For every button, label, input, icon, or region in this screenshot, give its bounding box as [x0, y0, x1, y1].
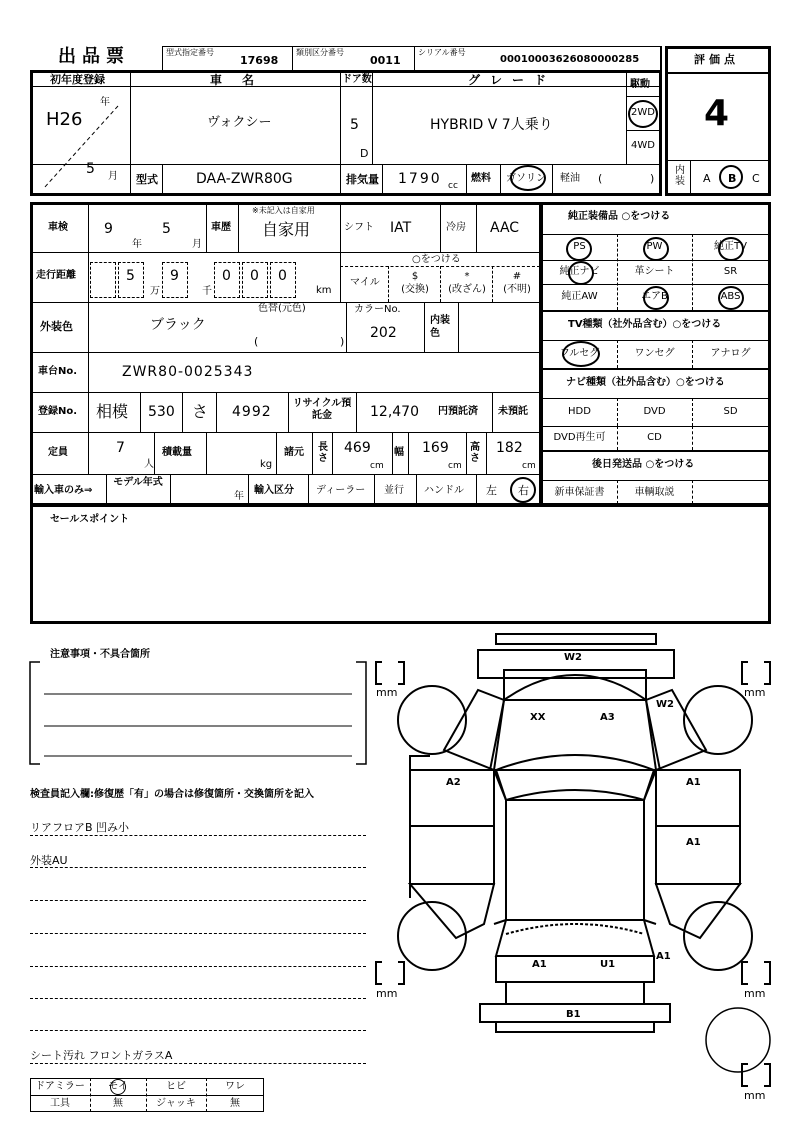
inspection-label: 車検: [48, 222, 68, 233]
interior-a: A: [703, 172, 711, 185]
note-line-1: リアフロアB 凹み小: [30, 821, 130, 834]
fuel-diesel: 軽油: [560, 173, 580, 184]
model-value: DAA-ZWR80G: [196, 171, 293, 187]
parts-jack: ジャッキ: [156, 1098, 196, 1109]
mm-rear-left: mm: [376, 987, 398, 1000]
navi-title: ナビ種類（社外品含む）○をつける: [566, 377, 725, 388]
opt-ps-circle: [566, 237, 592, 261]
tv-fullseg: フルセグ: [559, 348, 600, 359]
opt-aw: 純正AW: [561, 291, 598, 302]
sales-point-label: セールスポイント: [50, 514, 130, 525]
diag-w2-top: W2: [564, 652, 582, 663]
opt-navi-circle: [568, 261, 594, 285]
reg-area: 相模: [96, 402, 129, 421]
diag-a3: A3: [600, 712, 615, 723]
later-warranty: 新車保証書: [554, 487, 605, 498]
interior-label: 内装: [675, 165, 685, 187]
tv-fullseg-circle: [562, 341, 600, 367]
tv-analog: アナログ: [710, 348, 751, 359]
opt-pw-circle: [643, 237, 669, 261]
drive-label: 駆動: [630, 79, 650, 90]
paren-close: ): [650, 172, 655, 185]
class-code: 0011: [370, 54, 401, 67]
cd: CD: [647, 432, 662, 443]
paren-open: (: [598, 172, 603, 185]
diag-a1-right-rear: A1: [656, 951, 671, 962]
sales-point-block: [30, 504, 771, 624]
parts-tools-status: 無: [113, 1098, 123, 1109]
mileage-digit-3: 0: [222, 268, 231, 284]
mileage-sen: 千: [202, 286, 212, 297]
grade-label: グレード: [468, 73, 557, 87]
dims-label: 諸元: [284, 447, 304, 458]
parts-jack-status: 無: [230, 1098, 240, 1109]
mileage-alter-symbol: *: [464, 271, 470, 282]
opt-abs: ABS: [720, 291, 741, 302]
capacity-label: 定員: [48, 447, 68, 458]
later-title: 後日発送品 ○をつける: [592, 459, 695, 470]
reg-number: 4992: [232, 404, 272, 420]
model-code: 17698: [240, 54, 279, 67]
opt-sr: SR: [723, 266, 738, 277]
drive-2wd-circle: [628, 100, 658, 128]
mileage-unknown-symbol: #: [512, 271, 522, 282]
fuel-gasoline: ガソリン: [506, 173, 546, 184]
diag-a1-rear-left: A1: [532, 959, 547, 970]
recycle-paid: 円預託済: [438, 406, 478, 417]
note-line-2: 外装AU: [30, 854, 68, 867]
first-reg-label: 初年度登録: [50, 73, 105, 86]
import-type-label: 輸入区分: [254, 485, 294, 496]
reg-class: 530: [148, 404, 175, 420]
score-value: 4: [704, 93, 730, 134]
reg-label: 登録No.: [38, 406, 78, 417]
height-value: 182: [496, 440, 523, 456]
page-title: 出品票: [58, 46, 130, 67]
mileage-km: km: [316, 285, 332, 296]
diag-a1-right-front: A1: [686, 777, 701, 788]
serial-number: 00010003626080000285: [500, 54, 640, 65]
diag-xx: XX: [530, 712, 546, 723]
mileage-digit-2: 9: [170, 268, 179, 284]
width-value: 169: [422, 440, 449, 456]
month-unit: 月: [108, 171, 118, 182]
load-unit: kg: [260, 459, 273, 470]
handle-right-circle: [510, 477, 536, 503]
length-value: 469: [344, 440, 371, 456]
navi-hdd: HDD: [568, 406, 591, 417]
opt-pw: PW: [646, 241, 663, 252]
opt-tv-circle: [718, 237, 744, 261]
year-unit: 年: [100, 97, 110, 108]
mileage-digit-5: 0: [278, 268, 287, 284]
fuel-gasoline-circle: [510, 165, 546, 191]
exterior-paren-open: (: [254, 335, 259, 348]
diag-w2-right: W2: [656, 699, 674, 710]
parts-mirror-status: モイ: [108, 1081, 128, 1092]
opt-navi: 純正ナビ: [559, 266, 600, 277]
grade-value: HYBRID V 7人乗り: [430, 117, 553, 133]
model-label: 型式: [136, 173, 158, 186]
load-label: 積載量: [162, 447, 192, 458]
class-label: 類別区分番号: [296, 48, 344, 57]
navi-sd: SD: [723, 406, 738, 417]
car-damage-diagram: [370, 630, 790, 1130]
width-label: 幅: [394, 447, 404, 458]
parts-mirror: ドアミラー: [35, 1081, 85, 1092]
history-label: 車歴: [211, 222, 231, 233]
handle-label: ハンドル: [424, 485, 464, 496]
length-label: 長さ: [318, 442, 328, 464]
length-unit: cm: [370, 461, 384, 471]
reg-kana: さ: [192, 402, 209, 421]
handle-right: 右: [518, 484, 529, 497]
interior-b: B: [728, 172, 737, 185]
model-code-label: 型式指定番号: [166, 48, 214, 57]
caution-box: [28, 660, 368, 770]
doors-value: 5: [350, 117, 359, 133]
shift-value: IAT: [390, 220, 412, 236]
circle-note: ○をつける: [412, 254, 461, 265]
inspection-year: 9: [104, 221, 113, 237]
interior-c: C: [752, 172, 760, 185]
mileage-alter-text: (改ざん): [448, 284, 486, 295]
color-no-value: 202: [370, 325, 397, 341]
diag-a1-right-middle: A1: [686, 837, 701, 848]
mileage-digit-1: 5: [126, 268, 135, 284]
history-note: ※未記入は自家用: [252, 206, 315, 215]
opt-abs-circle: [718, 286, 744, 310]
ac-label: 冷房: [446, 222, 466, 233]
dvd-playback: DVD再生可: [553, 432, 606, 443]
navi-dvd: DVD: [643, 406, 666, 417]
mileage-exch-symbol: $: [411, 271, 419, 282]
mm-spare: mm: [744, 1089, 766, 1102]
mileage-exch-text: (交換): [401, 284, 429, 295]
score-label: 評価点: [694, 53, 739, 66]
model-year-unit: 年: [234, 491, 244, 502]
interior-b-circle: [719, 165, 743, 189]
inspector-label: 検査員記入欄:修復歴「有」の場合は修復箇所・交換箇所を記入: [30, 789, 314, 800]
caution-label: 注意事項・不具合箇所: [50, 649, 150, 660]
opt-airbag-circle: [643, 286, 669, 310]
mileage-label: 走行距離: [36, 270, 76, 281]
exterior-label: 外装色: [40, 320, 73, 333]
ac-value: AAC: [490, 220, 520, 236]
mm-front-right: mm: [744, 686, 766, 699]
opt-tv: 純正TV: [714, 241, 747, 252]
drive-4wd: 4WD: [631, 140, 655, 151]
import-parallel: 並行: [384, 485, 404, 496]
exterior-value: ブラック: [150, 317, 206, 333]
opt-ps: PS: [573, 241, 586, 252]
fuel-label: 燃料: [471, 173, 491, 184]
inspection-year-unit: 年: [132, 239, 142, 250]
tv-oneseg: ワンセグ: [634, 348, 675, 359]
mileage-mile: マイル: [350, 277, 380, 288]
height-label: 高さ: [470, 442, 480, 464]
interior-color-label: 内装色: [430, 315, 450, 339]
parts-break: ワレ: [225, 1081, 245, 1092]
diag-b1: B1: [566, 1009, 581, 1020]
doors-label: ドア数: [342, 74, 372, 85]
cc-unit: cc: [448, 181, 458, 191]
mm-rear-right: mm: [744, 987, 766, 1000]
capacity-value: 7: [116, 440, 125, 456]
car-name-label: 車名: [210, 73, 275, 87]
parts-mirror-circle: [110, 1079, 126, 1095]
mm-front-left: mm: [376, 686, 398, 699]
car-name: ヴォクシー: [207, 115, 272, 130]
first-reg-month: 5: [86, 161, 95, 177]
displacement-label: 排気量: [346, 173, 379, 186]
opt-leather: 革シート: [634, 266, 675, 277]
door-type: D: [360, 147, 369, 160]
diag-u1: U1: [600, 959, 616, 970]
serial-label: シリアル番号: [418, 48, 466, 57]
recycle-value: 12,470: [370, 404, 419, 420]
displacement-value: 1790: [398, 171, 442, 187]
options-title: 純正装備品 ○をつける: [568, 211, 671, 222]
note-line-3: シート汚れ フロントガラスA: [30, 1049, 173, 1062]
parts-tools: 工具: [50, 1098, 70, 1109]
opt-airbag: エアB: [641, 291, 668, 302]
shift-label: シフト: [344, 222, 374, 233]
mileage-digit-4: 0: [250, 268, 259, 284]
import-dealer: ディーラー: [316, 485, 366, 496]
first-reg-year: H26: [46, 109, 83, 130]
tv-title: TV種類（社外品含む）○をつける: [568, 319, 722, 330]
chassis-label: 車台No.: [38, 366, 78, 377]
diag-a2: A2: [446, 777, 461, 788]
mileage-man: 万: [150, 286, 160, 297]
color-change-label: 色替(元色): [258, 303, 306, 314]
inspection-month-unit: 月: [192, 239, 202, 250]
model-year-label: モデル年式: [113, 477, 163, 488]
history-value: 自家用: [262, 220, 311, 239]
color-no-label: カラーNo.: [354, 304, 401, 315]
chassis-value: ZWR80-0025343: [122, 364, 254, 380]
handle-left: 左: [486, 484, 497, 497]
exterior-paren-close: ): [340, 335, 345, 348]
width-unit: cm: [448, 461, 462, 471]
mileage-unknown-text: (不明): [503, 284, 531, 295]
later-manual: 車輌取説: [634, 487, 675, 498]
recycle-label: リサイクル預託金: [292, 398, 352, 421]
import-label: 輸入車のみ⇒: [34, 485, 93, 496]
parts-crack: ヒビ: [166, 1081, 186, 1092]
height-unit: cm: [522, 461, 536, 471]
recycle-unpaid: 未預託: [498, 406, 528, 417]
capacity-unit: 人: [144, 459, 154, 470]
inspection-month: 5: [162, 221, 171, 237]
drive-2wd: 2WD: [631, 107, 655, 118]
